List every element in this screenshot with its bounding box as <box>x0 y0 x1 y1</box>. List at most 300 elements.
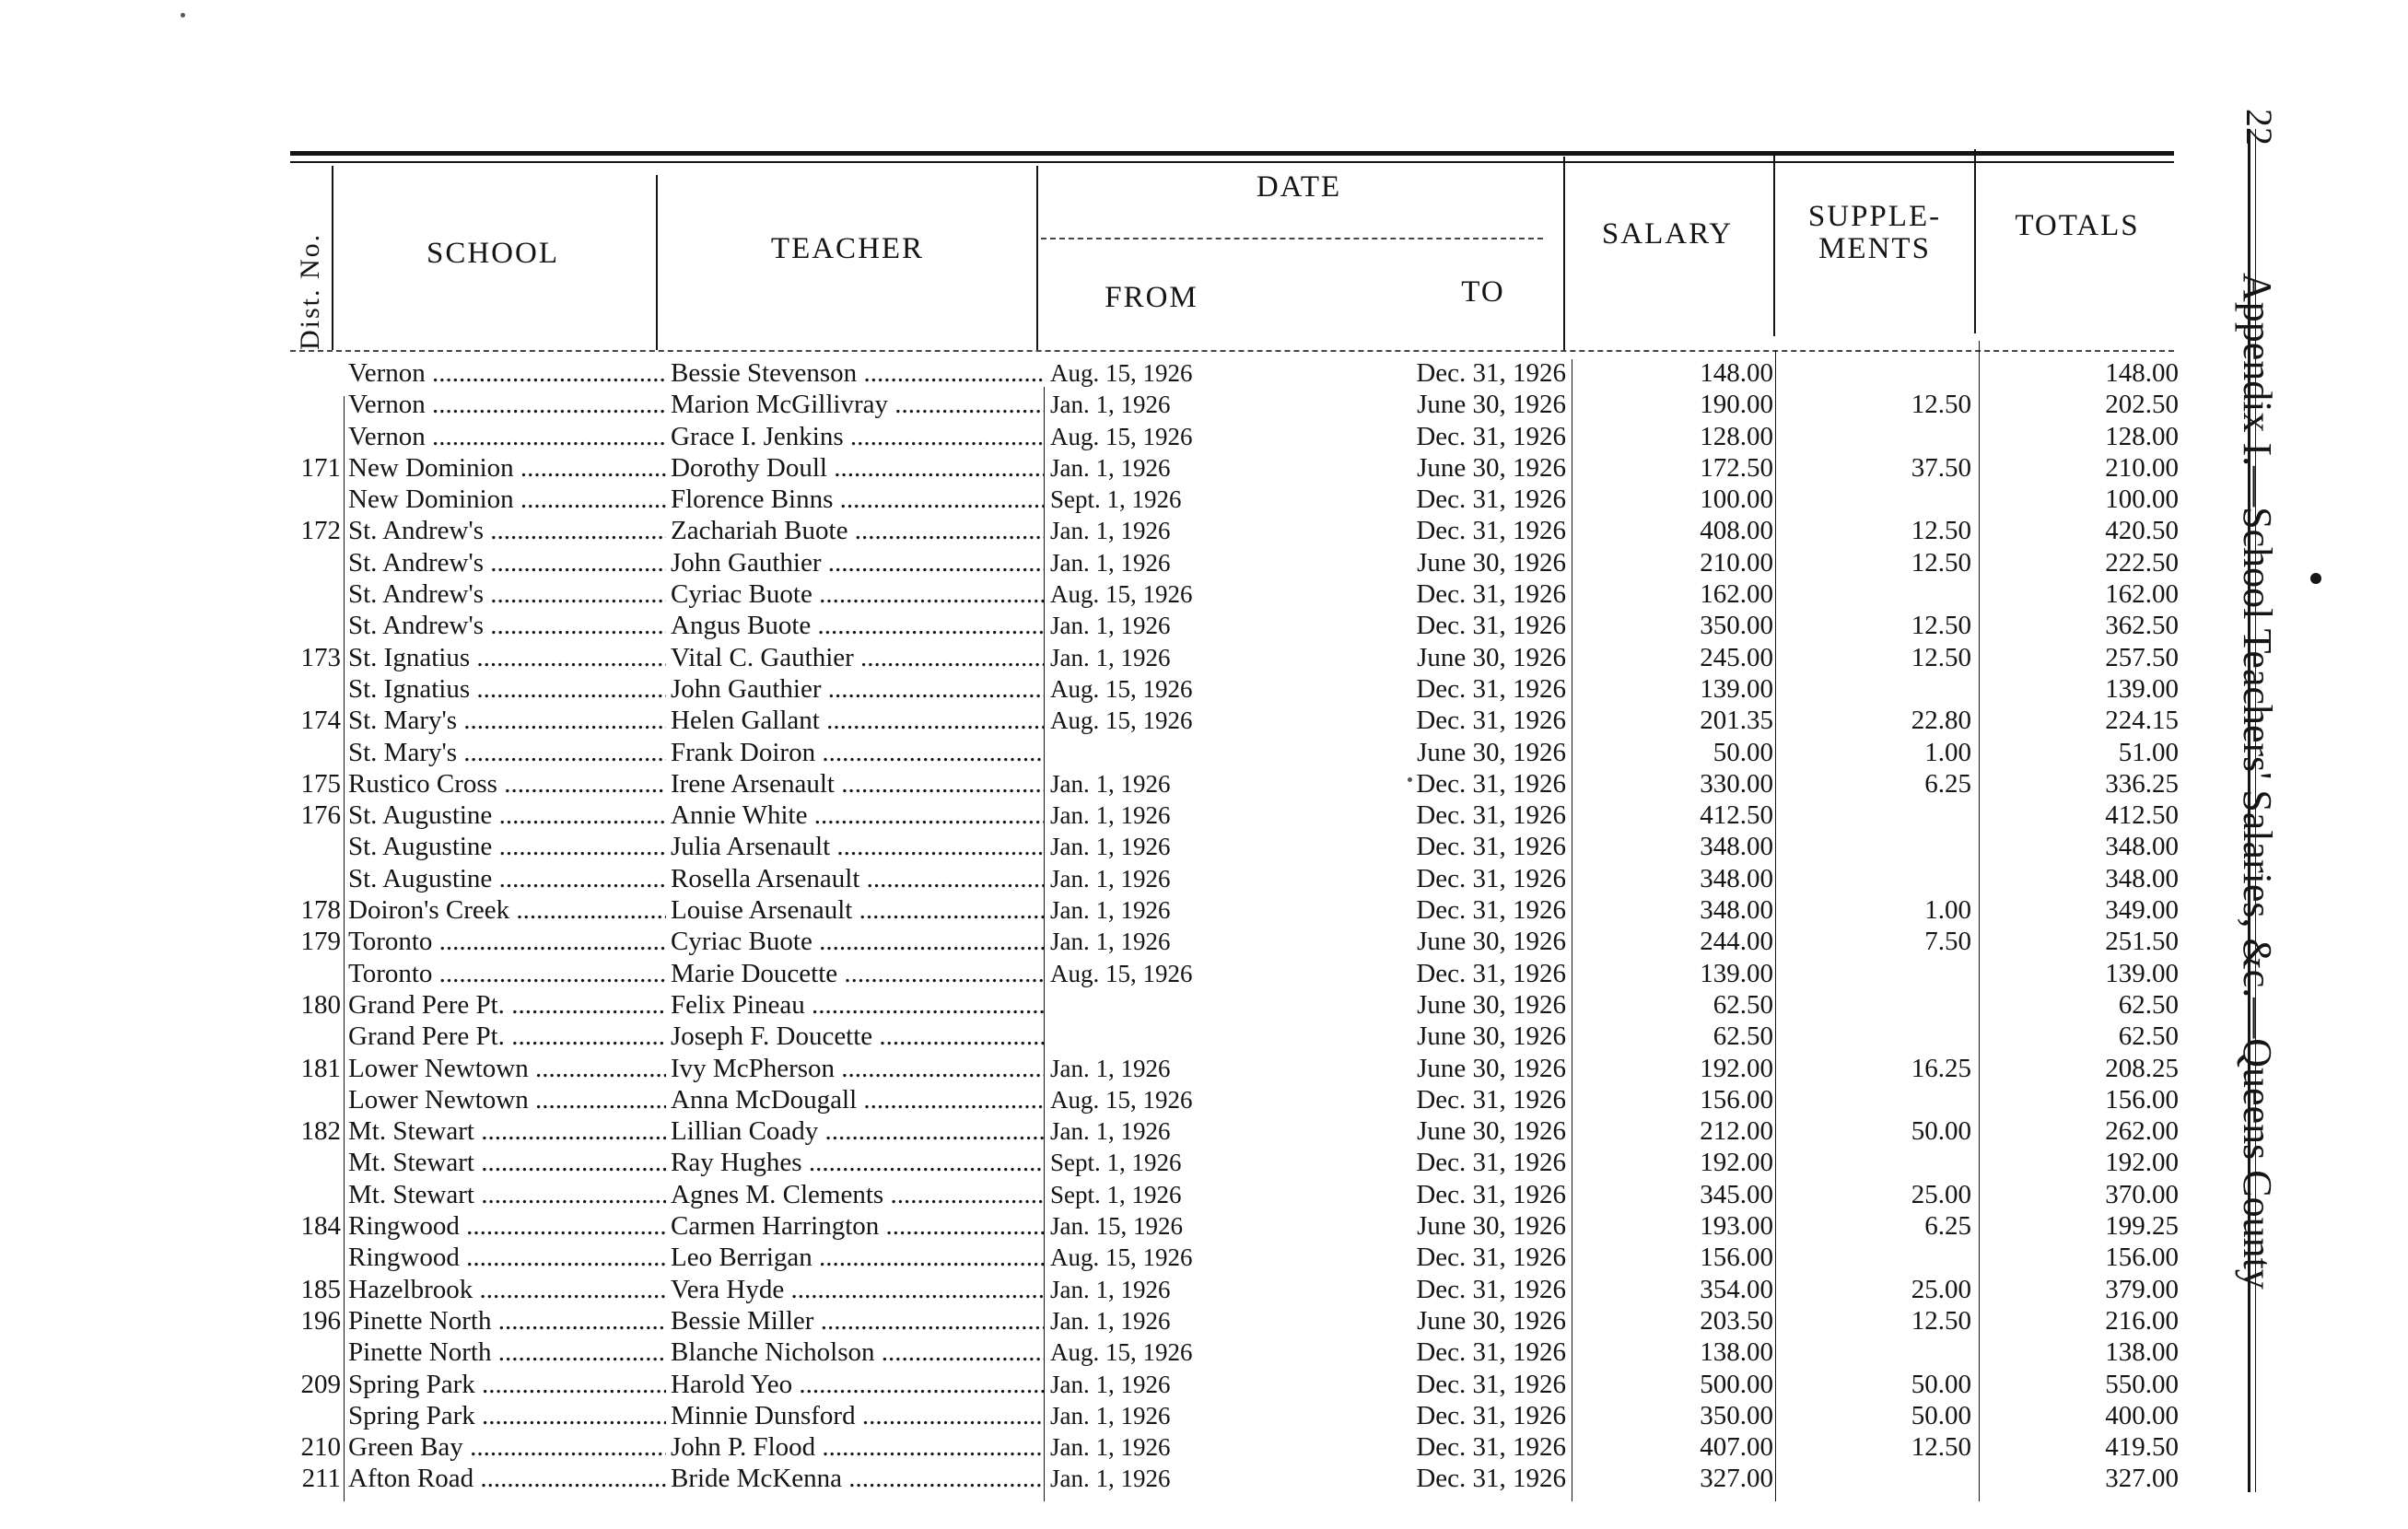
ink-dot <box>2310 573 2321 584</box>
school-cell: Vernon ..... <box>348 357 666 389</box>
dist-no-cell: 181 <box>300 1053 341 1083</box>
table-row <box>0 831 2211 862</box>
to-date-cell: Dec. 31, 1926 <box>1416 1337 1566 1368</box>
salary-cell: 193.00 <box>1700 1211 1773 1242</box>
salary-cell: 139.00 <box>1700 673 1773 704</box>
school-cell: Mt. Stewart ..... <box>348 1147 666 1178</box>
school-cell: Pinette North ..... <box>348 1336 666 1368</box>
from-date-cell: Jan. 1, 1926 <box>1050 1465 1171 1493</box>
table-row <box>0 800 2211 831</box>
to-date-cell: Dec. 31, 1926 <box>1416 1400 1566 1430</box>
to-date-cell: June 30, 1926 <box>1417 1305 1566 1336</box>
from-date-cell: Jan. 1, 1926 <box>1050 1433 1171 1462</box>
school-cell: Spring Park ..... <box>348 1369 666 1400</box>
school-cell: St. Andrew's ..... <box>348 578 666 610</box>
school-cell: St. Augustine ..... <box>348 863 666 894</box>
table-row <box>0 1431 2211 1463</box>
table-row <box>0 768 2211 800</box>
from-header: FROM <box>1105 281 1198 314</box>
dist-no-cell: 211 <box>301 1464 341 1494</box>
teacher-cell: Ivy McPherson ..... <box>671 1053 1044 1084</box>
total-cell: 550.00 <box>2105 1369 2179 1399</box>
teacher-cell: Helen Gallant ..... <box>671 705 1044 736</box>
school-cell: St. Ignatius ..... <box>348 642 666 673</box>
school-cell: Doiron's Creek ..... <box>348 894 666 926</box>
total-cell: 251.50 <box>2105 927 2179 957</box>
supplements-cell: 6.25 <box>1924 1211 1971 1242</box>
from-date-cell: Aug. 15, 1926 <box>1050 959 1193 987</box>
to-date-cell: June 30, 1926 <box>1417 390 1566 420</box>
totals-header: TOTALS <box>2015 209 2140 242</box>
total-cell: 419.50 <box>2105 1432 2179 1463</box>
total-cell: 216.00 <box>2105 1305 2179 1336</box>
school-cell: St. Mary's ..... <box>348 737 666 768</box>
table-row <box>0 1210 2211 1242</box>
school-cell: St. Augustine ..... <box>348 800 666 831</box>
dist-no-cell: 184 <box>300 1211 341 1242</box>
from-date-cell: Sept. 1, 1926 <box>1050 1180 1182 1208</box>
teacher-cell: Florence Binns ..... <box>671 484 1044 515</box>
from-date-cell: Aug. 15, 1926 <box>1050 422 1193 450</box>
from-date-cell: Jan. 1, 1926 <box>1050 548 1171 577</box>
to-date-cell: Dec. 31, 1926 <box>1416 1274 1566 1304</box>
school-cell: Mt. Stewart ..... <box>348 1179 666 1210</box>
total-cell: 156.00 <box>2105 1084 2179 1115</box>
dist-no-cell: 172 <box>300 516 341 546</box>
top-rule-thick <box>290 151 2174 156</box>
to-date-cell: Dec. 31, 1926 <box>1416 958 1566 988</box>
salary-cell: 348.00 <box>1700 832 1773 862</box>
header-bottom-rule <box>290 350 2174 352</box>
school-cell: Afton Road ..... <box>348 1463 666 1494</box>
supplements-cell: 25.00 <box>1911 1274 1971 1304</box>
salary-cell: 407.00 <box>1700 1432 1773 1463</box>
total-cell: 62.50 <box>2118 1021 2179 1052</box>
from-date-cell: Jan. 1, 1926 <box>1050 864 1171 893</box>
page-number: 22 <box>2239 109 2280 146</box>
supplements-header-line2: MENTS <box>1818 231 1931 265</box>
teacher-cell: John Gauthier ..... <box>671 547 1044 578</box>
table-row <box>0 642 2211 673</box>
salary-cell: 350.00 <box>1700 1400 1773 1430</box>
table-row <box>0 705 2211 736</box>
teacher-cell: Irene Arsenault ..... <box>671 768 1044 800</box>
total-cell: 51.00 <box>2118 737 2179 767</box>
teacher-cell: Leo Berrigan ..... <box>671 1242 1044 1273</box>
from-date-cell: Aug. 15, 1926 <box>1050 1243 1193 1272</box>
supplements-cell: 50.00 <box>1911 1369 1971 1399</box>
salary-cell: 244.00 <box>1700 927 1773 957</box>
dist-no-cell: 209 <box>300 1369 341 1399</box>
school-cell: St. Andrew's ..... <box>348 515 666 546</box>
from-date-cell: Jan. 1, 1926 <box>1050 801 1171 830</box>
total-cell: 148.00 <box>2105 358 2179 388</box>
school-cell: Toronto ..... <box>348 958 666 989</box>
total-cell: 202.50 <box>2105 390 2179 420</box>
supplements-cell: 12.50 <box>1911 642 1971 672</box>
teacher-header: TEACHER <box>770 232 925 265</box>
supplements-cell: 37.50 <box>1911 452 1971 483</box>
salary-cell: 156.00 <box>1700 1243 1773 1273</box>
supplements-cell: 1.00 <box>1924 737 1971 767</box>
total-cell: 348.00 <box>2105 863 2179 893</box>
supplements-header <box>1778 201 1971 264</box>
to-date-cell: June 30, 1926 <box>1417 452 1566 483</box>
from-date-cell: Aug. 15, 1926 <box>1050 674 1193 703</box>
table-row <box>0 1115 2211 1147</box>
teacher-cell: Vital C. Gauthier ..... <box>671 642 1044 673</box>
salary-cell: 62.50 <box>1712 989 1773 1020</box>
table-row <box>0 863 2211 894</box>
table-row <box>0 547 2211 578</box>
to-date-cell: Dec. 31, 1926 <box>1416 421 1566 451</box>
teacher-cell: Carmen Harrington ..... <box>671 1210 1044 1242</box>
teacher-cell: Marie Doucette ..... <box>671 958 1044 989</box>
scan-speck <box>181 13 185 18</box>
total-cell: 412.50 <box>2105 800 2179 831</box>
to-date-cell: Dec. 31, 1926 <box>1416 358 1566 388</box>
school-cell: Vernon ..... <box>348 421 666 452</box>
teacher-cell: Marion McGillivray ..... <box>671 389 1044 420</box>
supplements-cell: 12.50 <box>1911 1432 1971 1463</box>
dist-no-cell: 174 <box>300 706 341 736</box>
school-header: SCHOOL <box>426 237 560 270</box>
to-date-cell: Dec. 31, 1926 <box>1416 1369 1566 1399</box>
from-date-cell: Jan. 1, 1926 <box>1050 1370 1171 1398</box>
to-date-cell: Dec. 31, 1926 <box>1416 863 1566 893</box>
from-date-cell: Jan. 1, 1926 <box>1050 1117 1171 1146</box>
salary-cell: 148.00 <box>1700 358 1773 388</box>
school-cell: New Dominion ..... <box>348 452 666 484</box>
teacher-cell: Zachariah Buote ..... <box>671 515 1044 546</box>
dist-no-cell: 210 <box>300 1432 341 1463</box>
dist-no-cell: 171 <box>300 452 341 483</box>
to-date-cell: June 30, 1926 <box>1417 1211 1566 1242</box>
teacher-cell: Bessie Miller ..... <box>671 1305 1044 1336</box>
teacher-cell: Louise Arsenault ..... <box>671 894 1044 926</box>
table-row <box>0 673 2211 705</box>
table-row <box>0 1463 2211 1494</box>
from-date-cell: Jan. 1, 1926 <box>1050 833 1171 861</box>
to-date-cell: Dec. 31, 1926 <box>1416 1432 1566 1463</box>
school-cell: St. Augustine ..... <box>348 831 666 862</box>
total-cell: 420.50 <box>2105 516 2179 546</box>
table-row <box>0 1242 2211 1273</box>
salary-cell: 190.00 <box>1700 390 1773 420</box>
total-cell: 400.00 <box>2105 1400 2179 1430</box>
to-date-cell: Dec. 31, 1926 <box>1416 895 1566 926</box>
total-cell: 379.00 <box>2105 1274 2179 1304</box>
supplements-cell: 12.50 <box>1911 547 1971 578</box>
table-row <box>0 484 2211 515</box>
salary-cell: 245.00 <box>1700 642 1773 672</box>
teacher-cell: Agnes M. Clements ..... <box>671 1179 1044 1210</box>
teacher-cell: Frank Doiron ..... <box>671 737 1044 768</box>
from-date-cell: Aug. 15, 1926 <box>1050 580 1193 609</box>
teacher-cell: Minnie Dunsford ..... <box>671 1400 1044 1431</box>
table-row <box>0 958 2211 989</box>
supplements-cell: 6.25 <box>1924 768 1971 799</box>
salary-cell: 212.00 <box>1700 1116 1773 1147</box>
salary-cell: 345.00 <box>1700 1179 1773 1209</box>
teacher-cell: Bride McKenna ..... <box>671 1463 1044 1494</box>
teacher-cell: John P. Flood ..... <box>671 1431 1044 1463</box>
to-date-cell: Dec. 31, 1926 <box>1416 1084 1566 1115</box>
from-date-cell: Jan. 1, 1926 <box>1050 1401 1171 1430</box>
teacher-cell: Vera Hyde ..... <box>671 1274 1044 1305</box>
total-cell: 162.00 <box>2105 579 2179 610</box>
to-date-cell: Dec. 31, 1926 <box>1416 768 1566 799</box>
table-row <box>0 1336 2211 1368</box>
from-date-cell: Jan. 1, 1926 <box>1050 643 1171 671</box>
teacher-cell: Angus Buote ..... <box>671 610 1044 641</box>
table-row <box>0 452 2211 484</box>
total-cell: 349.00 <box>2105 895 2179 926</box>
salary-cell: 100.00 <box>1700 484 1773 515</box>
column-divider <box>1974 149 1976 333</box>
to-header: TO <box>1461 275 1505 309</box>
column-divider <box>332 166 333 350</box>
salary-cell: 192.00 <box>1700 1053 1773 1083</box>
supplements-cell: 12.50 <box>1911 516 1971 546</box>
table-row <box>0 1400 2211 1431</box>
school-cell: Spring Park ..... <box>348 1400 666 1431</box>
total-cell: 138.00 <box>2105 1337 2179 1368</box>
salary-cell: 408.00 <box>1700 516 1773 546</box>
top-rule-thin <box>290 161 2174 163</box>
total-cell: 262.00 <box>2105 1116 2179 1147</box>
to-date-cell: Dec. 31, 1926 <box>1416 516 1566 546</box>
supplements-cell: 22.80 <box>1911 706 1971 736</box>
to-date-cell: June 30, 1926 <box>1417 989 1566 1020</box>
salary-cell: 138.00 <box>1700 1337 1773 1368</box>
salary-cell: 348.00 <box>1700 895 1773 926</box>
total-cell: 222.50 <box>2105 547 2179 578</box>
supplements-cell: 50.00 <box>1911 1116 1971 1147</box>
table-row <box>0 989 2211 1021</box>
table-row <box>0 578 2211 610</box>
salary-cell: 210.00 <box>1700 547 1773 578</box>
to-date-cell: June 30, 1926 <box>1417 1021 1566 1052</box>
salary-cell: 500.00 <box>1700 1369 1773 1399</box>
supplements-header-line1: SUPPLE- <box>1807 200 1942 233</box>
dist-no-cell: 173 <box>300 642 341 672</box>
to-date-cell: Dec. 31, 1926 <box>1416 611 1566 641</box>
to-date-cell: June 30, 1926 <box>1417 1116 1566 1147</box>
dist-no-cell: 176 <box>300 800 341 831</box>
school-cell: Hazelbrook ..... <box>348 1274 666 1305</box>
school-cell: Lower Newtown ..... <box>348 1053 666 1084</box>
to-date-cell: June 30, 1926 <box>1417 927 1566 957</box>
supplements-cell: 12.50 <box>1911 390 1971 420</box>
teacher-cell: Cyriac Buote ..... <box>671 926 1044 957</box>
from-date-cell: Jan. 1, 1926 <box>1050 769 1171 798</box>
school-cell: Vernon ..... <box>348 389 666 420</box>
total-cell: 208.25 <box>2105 1053 2179 1083</box>
from-date-cell: Jan. 1, 1926 <box>1050 1275 1171 1303</box>
table-row <box>0 894 2211 926</box>
salary-cell: 201.35 <box>1700 706 1773 736</box>
salary-cell: 354.00 <box>1700 1274 1773 1304</box>
total-cell: 128.00 <box>2105 421 2179 451</box>
school-cell: Mt. Stewart ..... <box>348 1115 666 1147</box>
to-date-cell: Dec. 31, 1926 <box>1416 579 1566 610</box>
dist-no-cell: 185 <box>300 1274 341 1304</box>
table-row <box>0 515 2211 546</box>
table-row <box>0 421 2211 452</box>
school-cell: Pinette North ..... <box>348 1305 666 1336</box>
to-date-cell: June 30, 1926 <box>1417 547 1566 578</box>
table-row <box>0 1179 2211 1210</box>
table-row <box>0 1305 2211 1336</box>
from-date-cell: Aug. 15, 1926 <box>1050 1338 1193 1367</box>
school-cell: St. Andrew's ..... <box>348 547 666 578</box>
teacher-cell: Annie White ..... <box>671 800 1044 831</box>
supplements-cell: 12.50 <box>1911 1305 1971 1336</box>
to-date-cell: Dec. 31, 1926 <box>1416 1243 1566 1273</box>
table-row <box>0 1147 2211 1178</box>
school-cell: St. Mary's ..... <box>348 705 666 736</box>
total-cell: 139.00 <box>2105 958 2179 988</box>
school-cell: New Dominion ..... <box>348 484 666 515</box>
to-date-cell: Dec. 31, 1926 <box>1416 1148 1566 1178</box>
dist-no-cell: 179 <box>300 927 341 957</box>
supplements-cell: 7.50 <box>1924 927 1971 957</box>
supplements-cell: 50.00 <box>1911 1400 1971 1430</box>
table-row <box>0 1084 2211 1115</box>
salary-table-body <box>0 357 2211 1495</box>
from-date-cell: Jan. 1, 1926 <box>1050 896 1171 925</box>
school-cell: Lower Newtown ..... <box>348 1084 666 1115</box>
school-cell: Ringwood ..... <box>348 1242 666 1273</box>
salary-cell: 330.00 <box>1700 768 1773 799</box>
to-date-cell: June 30, 1926 <box>1417 642 1566 672</box>
table-row <box>0 610 2211 641</box>
column-divider <box>1563 157 1565 350</box>
column-divider <box>1773 152 1775 336</box>
total-cell: 199.25 <box>2105 1211 2179 1242</box>
dist-no-header: Dist. No. <box>295 232 325 350</box>
to-date-cell: Dec. 31, 1926 <box>1416 484 1566 515</box>
to-date-cell: Dec. 31, 1926 <box>1416 800 1566 831</box>
from-date-cell: Sept. 1, 1926 <box>1050 1149 1182 1177</box>
date-header: DATE <box>1256 170 1342 204</box>
school-cell: Green Bay ..... <box>348 1431 666 1463</box>
table-row <box>0 737 2211 768</box>
teacher-cell: John Gauthier ..... <box>671 673 1044 705</box>
salary-cell: 139.00 <box>1700 958 1773 988</box>
supplements-cell: 16.25 <box>1911 1053 1971 1083</box>
salary-cell: 162.00 <box>1700 579 1773 610</box>
salary-cell: 156.00 <box>1700 1084 1773 1115</box>
teacher-cell: Bessie Stevenson ..... <box>671 357 1044 389</box>
table-row <box>0 357 2211 389</box>
teacher-cell: Grace I. Jenkins ..... <box>671 421 1044 452</box>
supplements-cell: 12.50 <box>1911 611 1971 641</box>
from-date-cell: Aug. 15, 1926 <box>1050 706 1193 735</box>
supplements-cell: 25.00 <box>1911 1179 1971 1209</box>
salary-header: SALARY <box>1601 217 1734 251</box>
school-cell: Ringwood ..... <box>348 1210 666 1242</box>
school-cell: Grand Pere Pt. ..... <box>348 989 666 1021</box>
date-subheader-rule <box>1041 238 1543 239</box>
school-cell: Rustico Cross ..... <box>348 768 666 800</box>
column-divider <box>656 175 658 350</box>
from-date-cell: Jan. 1, 1926 <box>1050 1306 1171 1335</box>
to-date-cell: June 30, 1926 <box>1417 737 1566 767</box>
total-cell: 139.00 <box>2105 673 2179 704</box>
to-date-cell: Dec. 31, 1926 <box>1416 706 1566 736</box>
from-date-cell: Jan. 1, 1926 <box>1050 928 1171 956</box>
table-row <box>0 1021 2211 1052</box>
table-row <box>0 1053 2211 1084</box>
salary-cell: 350.00 <box>1700 611 1773 641</box>
teacher-cell: Rosella Arsenault ..... <box>671 863 1044 894</box>
teacher-cell: Cyriac Buote ..... <box>671 578 1044 610</box>
dist-no-cell: 178 <box>300 895 341 926</box>
dist-no-cell: 175 <box>300 768 341 799</box>
supplements-cell: 1.00 <box>1924 895 1971 926</box>
teacher-cell: Felix Pineau ..... <box>671 989 1044 1021</box>
from-date-cell: Jan. 1, 1926 <box>1050 517 1171 545</box>
table-row <box>0 389 2211 420</box>
table-row <box>0 926 2211 957</box>
salary-cell: 172.50 <box>1700 452 1773 483</box>
teacher-cell: Harold Yeo ..... <box>671 1369 1044 1400</box>
total-cell: 348.00 <box>2105 832 2179 862</box>
total-cell: 224.15 <box>2105 706 2179 736</box>
salary-cell: 192.00 <box>1700 1148 1773 1178</box>
from-date-cell: Aug. 15, 1926 <box>1050 359 1193 387</box>
table-row <box>0 1369 2211 1400</box>
from-date-cell: Jan. 1, 1926 <box>1050 1054 1171 1082</box>
from-date-cell: Aug. 15, 1926 <box>1050 1085 1193 1114</box>
teacher-cell: Dorothy Doull ..... <box>671 452 1044 484</box>
salary-cell: 128.00 <box>1700 421 1773 451</box>
from-date-cell: Jan. 1, 1926 <box>1050 612 1171 640</box>
salary-cell: 50.00 <box>1712 737 1773 767</box>
total-cell: 370.00 <box>2105 1179 2179 1209</box>
dist-no-cell: 196 <box>300 1305 341 1336</box>
total-cell: 192.00 <box>2105 1148 2179 1178</box>
teacher-cell: Anna McDougall ..... <box>671 1084 1044 1115</box>
school-cell: Toronto ..... <box>348 926 666 957</box>
teacher-cell: Julia Arsenault ..... <box>671 831 1044 862</box>
total-cell: 100.00 <box>2105 484 2179 515</box>
salary-cell: 203.50 <box>1700 1305 1773 1336</box>
column-divider <box>1036 166 1038 350</box>
to-date-cell: June 30, 1926 <box>1417 1053 1566 1083</box>
teacher-cell: Lillian Coady ..... <box>671 1115 1044 1147</box>
from-date-cell: Sept. 1, 1926 <box>1050 485 1182 514</box>
total-cell: 156.00 <box>2105 1243 2179 1273</box>
to-date-cell: Dec. 31, 1926 <box>1416 673 1566 704</box>
school-cell: St. Ignatius ..... <box>348 673 666 705</box>
to-date-cell: Dec. 31, 1926 <box>1416 832 1566 862</box>
total-cell: 362.50 <box>2105 611 2179 641</box>
total-cell: 336.25 <box>2105 768 2179 799</box>
total-cell: 210.00 <box>2105 452 2179 483</box>
school-cell: Grand Pere Pt. ..... <box>348 1021 666 1052</box>
salary-cell: 412.50 <box>1700 800 1773 831</box>
salary-cell: 348.00 <box>1700 863 1773 893</box>
teacher-cell: Blanche Nicholson ..... <box>671 1336 1044 1368</box>
salary-cell: 62.50 <box>1712 1021 1773 1052</box>
from-date-cell: Jan. 1, 1926 <box>1050 391 1171 419</box>
dist-no-cell: 182 <box>300 1116 341 1147</box>
running-head: Appendix I.—School Teachers' Salaries, &c.—Queens County <box>2235 273 2280 1290</box>
dist-no-cell: 180 <box>300 989 341 1020</box>
